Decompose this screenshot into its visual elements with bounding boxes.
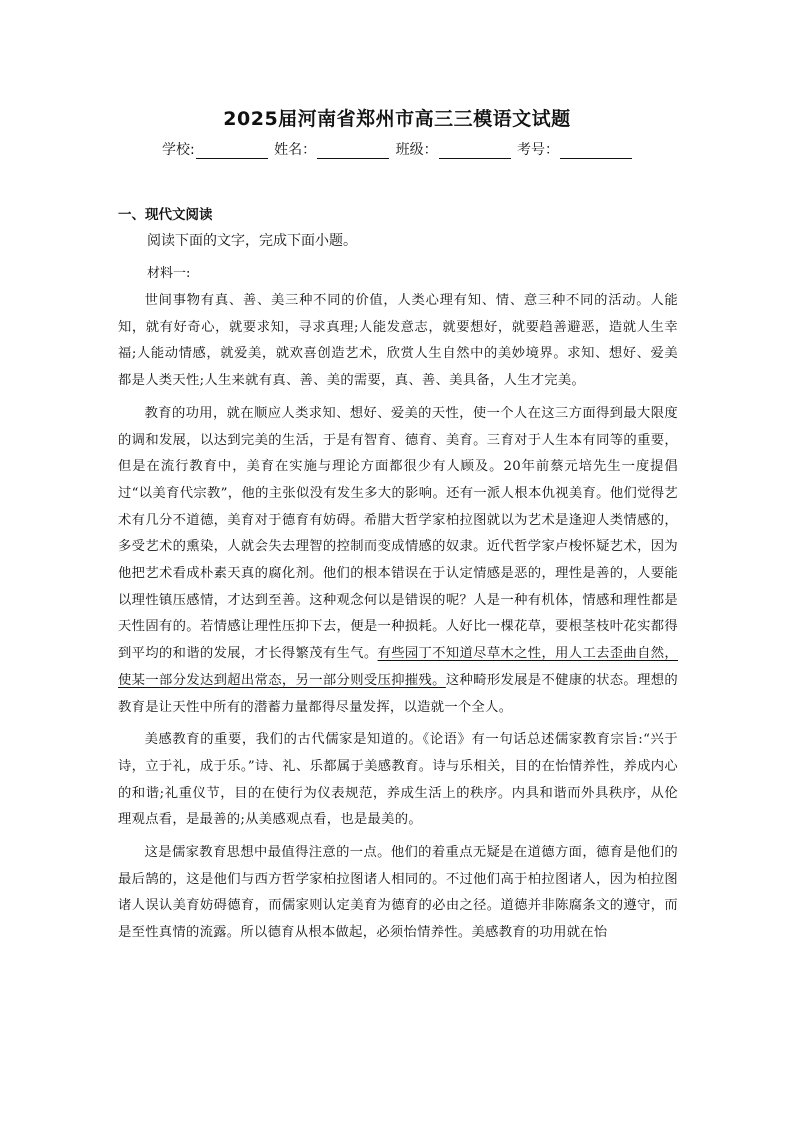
name-field[interactable] bbox=[274, 139, 389, 159]
paragraph-text: 教育的功用，就在顺应人类求知、想好、爱美的天性，使一个人在这三方面得到最大限度的调和发展，以达到完美的生活，于是有智育、德育、美育。三育对于人生本有同等的重要，但是在流行教育中，美育在实施与理论方面都很少有人顾及。20年前蔡元培先生一度提倡过“以美育代宗教”，他的主张似没有发生多大的影响。还有一派人根本仇视美育。他们觉得艺术有几分不道德，美育对于德育有妨碍。希腊大哲学家柏拉图就以为艺术是逢迎人类情感的，多受艺术的熏染，人就会失去理智的控制而变成情感的奴隶。近代哲学家卢梭怀疑艺术，因为他把艺术看成朴素天真的腐化剂。他们的根本错误在于认定情感是恶的，理性是善的，人要能以理性镇压感情，才达到至善。这种观念何以是错误的呢？人是一种有机体，情感和理性都是天性固有的。若情感让理性压抑下去，便是一种损耗。人好比一棵花草，要根茎枝叶花实都得到平均的和谐的发展，才长得繁茂有生气。 bbox=[118, 405, 678, 662]
name-label: 姓名： bbox=[274, 142, 317, 158]
school-field[interactable] bbox=[162, 139, 268, 159]
class-field[interactable] bbox=[396, 139, 511, 159]
reading-instruction: 阅读下面的文字，完成下面小题。 bbox=[147, 233, 357, 249]
section-heading: 一、现代文阅读 bbox=[118, 207, 213, 223]
paragraph-text: 这是儒家教育思想中最值得注意的一点。他们的着重点无疑是在道德方面，德育是他们的最后鹄的，这是他们与西方哲学家柏拉图诸人相同的。不过他们高于柏拉图诸人，因为柏拉图诸人误认美育妨碍德育，而儒家则认定美育为德育的必由之径。道德并非陈腐条文的遵守，而是至性真情的流露。所以德育从根本做起，必须怡情养性。美感教育的功用就在怡 bbox=[118, 845, 678, 941]
class-blank[interactable] bbox=[439, 144, 511, 159]
paragraph-text-after: 这种畸形发展是不健康的状态。理想的教育是让天性中所有的潜蓄力量都得尽量发挥，以造就一个全人。 bbox=[118, 672, 678, 715]
exam-no-field[interactable] bbox=[517, 139, 632, 159]
paragraph-text: 世间事物有真、善、美三种不同的价值，人类心理有知、情、意三种不同的活动。人能知，就有好奇心，就要求知，寻求真理;人能发意志，就要想好，就要趋善避恶，造就人生幸福;人能动情感，就爱美，就欢喜创造艺术，欣赏人生自然中的美妙境界。求知、想好、爱美都是人类天性;人生来就有真、善、美的需要，真、善、美具备，人生才完美。 bbox=[118, 293, 678, 389]
underlined-sentence: 有些园丁不知道尽草木之性，用人工去歪曲自然，使某一部分发达到超出常态，另一部分则受压抑摧残。 bbox=[118, 646, 678, 688]
exam-no-label: 考号： bbox=[517, 142, 560, 158]
material-label: 材料一: bbox=[147, 266, 191, 281]
paragraph bbox=[118, 401, 678, 721]
paragraph bbox=[118, 840, 678, 947]
paragraph bbox=[118, 727, 678, 834]
name-blank[interactable] bbox=[317, 144, 389, 159]
school-label: 学校: bbox=[161, 142, 195, 158]
document-title: 2025届河南省郑州市高三三模语文试题 bbox=[223, 108, 571, 130]
paragraph bbox=[118, 288, 678, 395]
passage-body bbox=[118, 288, 678, 953]
school-blank[interactable] bbox=[196, 144, 268, 159]
paragraph-text: 美感教育的重要，我们的古代儒家是知道的。《论语》有一句话总述儒家教育宗旨:“兴于诗，立于礼，成于乐。”诗、礼、乐都属于美感教育。诗与乐相关，目的在怡情养性，养成内心的和谐;礼重仪节，目的在使行为仪表规范，养成生活上的秩序。内具和谐而外具秩序，从伦理观点看，是最善的;从美感观点看，也是最美的。 bbox=[118, 732, 678, 828]
class-label: 班级： bbox=[395, 142, 438, 158]
student-info-row bbox=[0, 139, 794, 159]
exam-no-blank[interactable] bbox=[560, 144, 632, 159]
